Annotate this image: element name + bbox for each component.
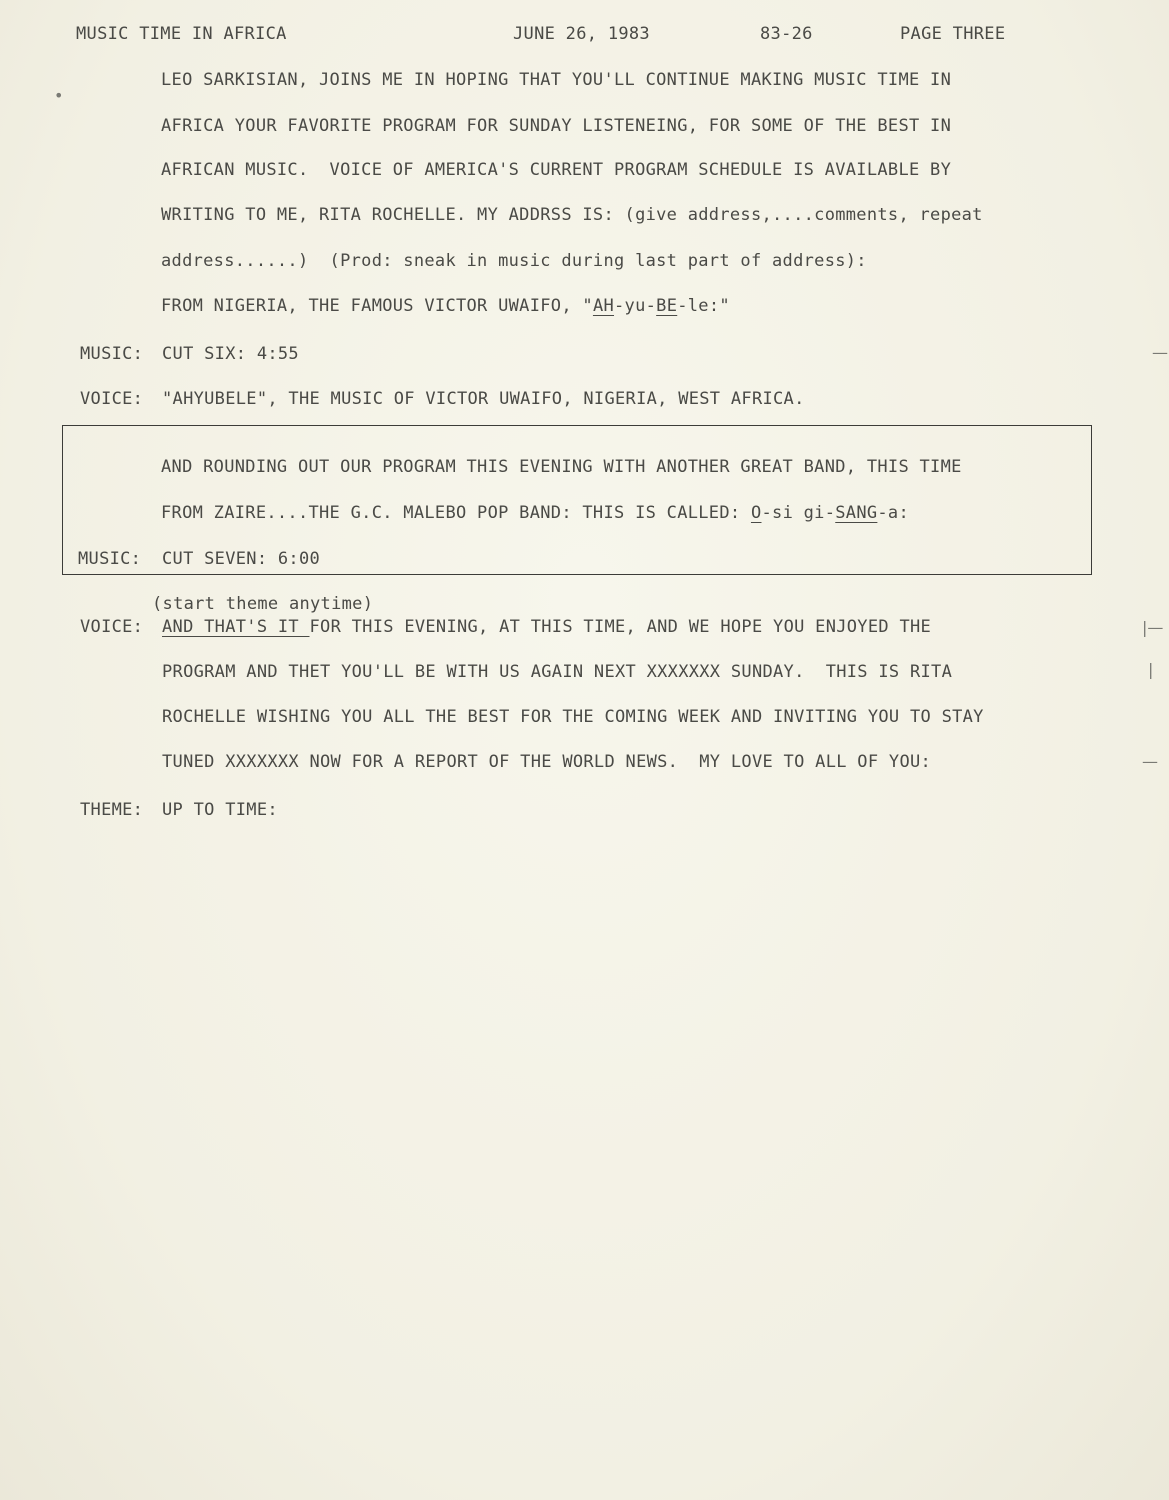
- theme-note: (start theme anytime): [152, 594, 374, 614]
- margin-mark: —: [1142, 752, 1158, 771]
- cue-label: MUSIC:: [80, 344, 144, 364]
- page-number: PAGE THREE: [900, 24, 1006, 44]
- script-line: [161, 505, 909, 522]
- margin-mark: |: [1148, 660, 1154, 679]
- cue-label: THEME:: [80, 800, 144, 820]
- script-line: ROCHELLE WISHING YOU ALL THE BEST FOR THE COMING WEEK AND INVITING YOU TO STAY: [162, 707, 984, 727]
- script-text: -si gi-: [761, 503, 836, 523]
- cue-text: [162, 619, 931, 636]
- script-code: 83-26: [760, 24, 813, 44]
- stressed-syllable: SANG: [835, 503, 878, 523]
- margin-mark: —: [1152, 343, 1168, 362]
- script-text: -a:: [877, 503, 909, 523]
- cue-text: CUT SEVEN: 6:00: [162, 549, 321, 569]
- underlined-phrase: AND THAT'S IT: [162, 617, 310, 637]
- stressed-syllable: AH: [592, 296, 615, 316]
- margin-mark: •: [54, 86, 64, 105]
- script-text: -le:": [677, 296, 730, 316]
- script-line: AFRICAN MUSIC. VOICE OF AMERICA'S CURRENT PROGRAM SCHEDULE IS AVAILABLE BY: [161, 160, 952, 180]
- program-title: MUSIC TIME IN AFRICA: [76, 24, 287, 44]
- script-line: AFRICA YOUR FAVORITE PROGRAM FOR SUNDAY LISTENEING, FOR SOME OF THE BEST IN: [161, 116, 952, 136]
- stressed-syllable: BE: [656, 296, 678, 316]
- cue-text: CUT SIX: 4:55: [162, 344, 299, 364]
- script-text: FROM NIGERIA, THE FAMOUS VICTOR UWAIFO, ": [161, 296, 593, 316]
- cue-label: MUSIC:: [78, 549, 142, 569]
- cue-text: UP TO TIME:: [162, 800, 278, 820]
- script-text: -yu-: [614, 296, 657, 316]
- script-line: address......) (Prod: sneak in music during last part of address):: [161, 251, 867, 271]
- margin-mark: |—: [1142, 618, 1164, 637]
- script-line: [161, 298, 730, 315]
- script-line: TUNED XXXXXXX NOW FOR A REPORT OF THE WORLD NEWS. MY LOVE TO ALL OF YOU:: [162, 752, 932, 772]
- script-line: LEO SARKISIAN, JOINS ME IN HOPING THAT YOU'LL CONTINUE MAKING MUSIC TIME IN: [161, 70, 952, 90]
- script-text: FOR THIS EVENING, AT THIS TIME, AND WE HOPE YOU ENJOYED THE: [309, 617, 932, 637]
- script-text: FROM ZAIRE....THE G.C. MALEBO POP BAND: THIS IS CALLED:: [161, 503, 751, 523]
- script-line: PROGRAM AND THET YOU'LL BE WITH US AGAIN NEXT XXXXXXX SUNDAY. THIS IS RITA: [162, 662, 953, 682]
- cue-label: VOICE:: [80, 617, 144, 637]
- script-line: AND ROUNDING OUT OUR PROGRAM THIS EVENING WITH ANOTHER GREAT BAND, THIS TIME: [161, 457, 962, 477]
- script-line: WRITING TO ME, RITA ROCHELLE. MY ADDRSS IS: (give address,....comments, repeat: [161, 205, 983, 225]
- cue-label: VOICE:: [80, 389, 144, 409]
- cue-text: "AHYUBELE", THE MUSIC OF VICTOR UWAIFO, NIGERIA, WEST AFRICA.: [162, 389, 805, 409]
- broadcast-date: JUNE 26, 1983: [513, 24, 650, 44]
- stressed-syllable: O: [750, 503, 762, 523]
